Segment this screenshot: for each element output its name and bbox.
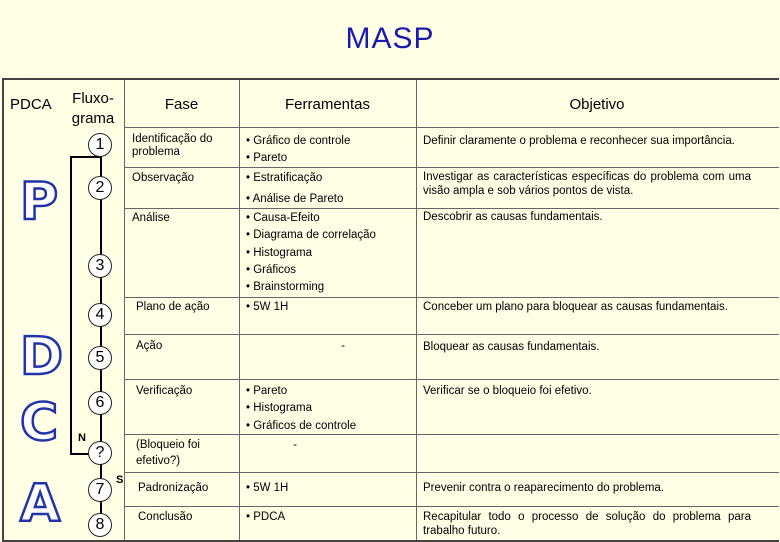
objetivo-cell: Descobrir as causas fundamentais. xyxy=(423,211,603,223)
header-fase: Fase xyxy=(164,96,199,113)
tools-cell xyxy=(246,210,414,296)
tools-cell xyxy=(246,383,414,435)
tool-item: • Histograma xyxy=(246,402,313,415)
header-divider xyxy=(124,127,779,128)
step-2-circle: 2 xyxy=(88,176,112,200)
fase-cell: Padronização xyxy=(138,482,209,494)
row-divider xyxy=(124,472,779,473)
step-6-circle: 6 xyxy=(88,391,112,415)
step-7-circle: 7 xyxy=(88,478,112,502)
fase-cell: Verificação xyxy=(136,385,193,397)
row-divider xyxy=(124,167,779,168)
tools-cell: - xyxy=(341,340,345,352)
step-3-circle: 3 xyxy=(88,254,112,278)
tool-item: • Análise de Pareto xyxy=(246,193,344,206)
row-divider xyxy=(124,506,779,507)
tool-item: • Pareto xyxy=(246,152,288,165)
objetivo-cell: Verificar se o bloqueio foi efetivo. xyxy=(423,385,592,397)
tool-item: • Causa-Efeito xyxy=(246,212,320,224)
step-4-circle: 4 xyxy=(88,303,112,327)
objetivo-cell: Bloquear as causas fundamentais. xyxy=(423,341,600,353)
fase-cell: Plano de ação xyxy=(136,301,210,313)
step-5-circle: 5 xyxy=(88,346,112,370)
tool-item: • PDCA xyxy=(246,511,286,523)
tool-item: • Gráficos xyxy=(246,263,297,276)
fase-cell: Conclusão xyxy=(138,511,193,523)
tools-cell xyxy=(246,133,414,168)
objetivo-cell: Definir claramente o problema e reconhecer sua importância. xyxy=(423,135,735,147)
tool-item: • Diagrama de correlação xyxy=(246,229,376,242)
tool-item: • Brainstorming xyxy=(246,281,325,294)
fase-cell: Ação xyxy=(136,340,163,352)
tool-item: • 5W 1H xyxy=(246,482,289,494)
tool-item: • Estratificação xyxy=(246,172,323,184)
tool-item: • Histograma xyxy=(246,246,313,259)
objetivo-cell: Investigar as características específicas do problema com uma visão ampla e sob vários pontos de vista. xyxy=(423,171,751,197)
decision-circle: ? xyxy=(88,441,112,465)
step-1-circle: 1 xyxy=(88,133,112,157)
flow-loop-line xyxy=(70,156,72,454)
flow-label-no: N xyxy=(78,432,86,444)
pdca-letter-d: D xyxy=(20,327,64,387)
row-divider xyxy=(124,379,779,380)
objetivo-cell: Prevenir contra o reaparecimento do problema. xyxy=(423,482,664,494)
objetivo-cell: Recapitular todo o processo de solução do problema para trabalho futuro. xyxy=(423,511,751,537)
fase-cell: (Bloqueio foi efetivo?) xyxy=(136,439,200,467)
flow-main-line xyxy=(100,156,102,528)
tool-item: • Gráfico de controle xyxy=(246,135,351,147)
row-divider xyxy=(124,297,779,298)
tool-item: • Gráficos de controle xyxy=(246,419,357,432)
page-title: MASP xyxy=(345,22,435,55)
flow-label-yes: S xyxy=(116,474,124,486)
header-objetivo: Objetivo xyxy=(569,96,625,113)
pdca-letter-c: C xyxy=(20,393,59,453)
fase-cell: Análise xyxy=(132,212,170,224)
header-pdca: PDCA xyxy=(10,96,52,113)
step-8-circle: 8 xyxy=(88,513,112,537)
tools-cell: - xyxy=(293,439,297,451)
tools-cell xyxy=(246,299,414,316)
header-flow: Fluxo- grama xyxy=(71,90,115,127)
tools-cell xyxy=(246,480,414,497)
row-divider xyxy=(124,434,779,435)
row-divider xyxy=(124,334,779,335)
col-divider xyxy=(239,80,240,540)
tools-cell xyxy=(246,509,414,526)
objetivo-cell: Conceber um plano para bloquear as causas fundamentais. xyxy=(423,301,728,313)
fase-cell: Observação xyxy=(132,172,195,184)
pdca-letter-a: A xyxy=(20,474,61,534)
tools-cell xyxy=(246,170,414,209)
row-divider xyxy=(124,208,779,209)
tool-item: • Pareto xyxy=(246,385,288,397)
header-ferramentas: Ferramentas xyxy=(284,96,371,113)
col-divider xyxy=(124,80,125,540)
pdca-letter-p: P xyxy=(20,172,59,232)
fase-cell: Identificação do problema xyxy=(132,133,213,158)
col-divider xyxy=(416,80,417,540)
tool-item: • 5W 1H xyxy=(246,301,289,313)
